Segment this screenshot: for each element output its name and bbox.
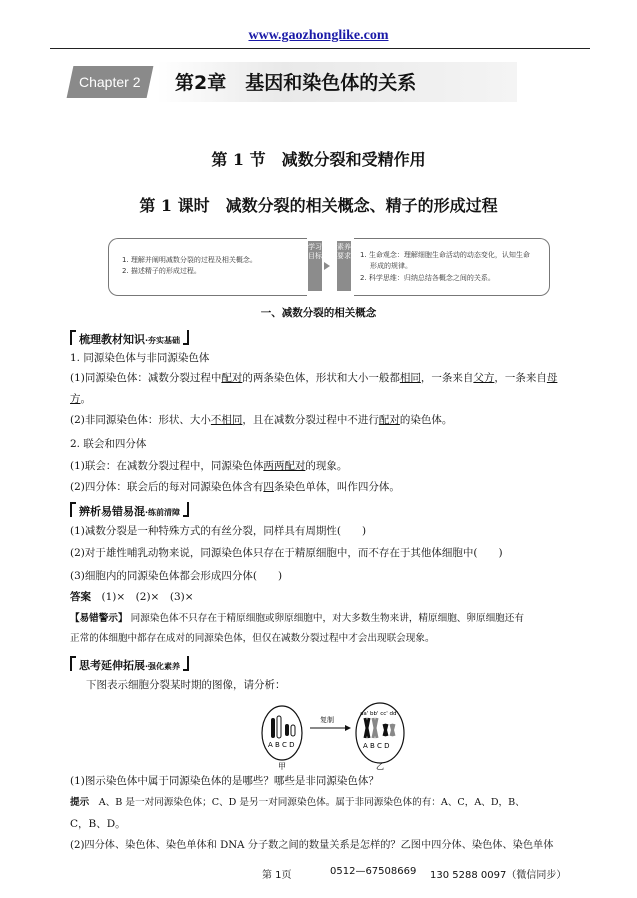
question-line: (1)减数分裂是一种特殊方式的有丝分裂，同样具有周期性( ) — [70, 525, 367, 537]
blank-answer: 不相同 — [210, 414, 243, 426]
subheading: 2. 联会和四分体 — [70, 438, 147, 450]
text-span: (2)非同源染色体：形状、大小 — [70, 414, 211, 426]
hint-text: A、B 是一对同源染色体；C、D 是另一对同源染色体。属于非同源染色体的有：A、C，A、D，B、 — [98, 797, 525, 808]
site-url-link[interactable]: www.gaozhonglike.com — [248, 28, 389, 43]
text-span: 。 — [80, 393, 91, 405]
text-span: (1)同源染色体：减数分裂过程中 — [70, 372, 222, 384]
judge-heading — [70, 502, 189, 519]
text-span: 的现象。 — [305, 460, 348, 472]
bracket-right-icon — [183, 330, 189, 345]
chapter-banner — [67, 62, 517, 102]
question-line: (1)图示染色体中属于同源染色体的是哪些？哪些是非同源染色体？ — [70, 775, 379, 787]
warning-line — [70, 612, 524, 626]
chromosome-icon — [271, 716, 295, 738]
footer-mobile: 130 5288 0097（微信同步） — [430, 870, 567, 881]
chapter-badge-label: Chapter 2 — [79, 74, 141, 90]
text-line — [70, 371, 557, 385]
text-span: (2)四分体：联会后的每对同源染色体含有 — [70, 481, 264, 493]
text-line — [70, 413, 452, 427]
fig-left-caption: 甲 — [278, 762, 286, 771]
bracket-left-icon — [70, 656, 76, 671]
chapter-badge — [67, 66, 154, 98]
chromosome-icon — [365, 718, 394, 738]
blank-answer: 父方 — [473, 372, 495, 384]
hint-line — [70, 796, 525, 810]
text-line — [70, 480, 400, 494]
fig-right-letters: A B C D — [363, 742, 390, 750]
goal-right-item: 2. 科学思维：归纳总结各概念之间的关系。 — [360, 274, 495, 282]
heading-tag: ·强化素养 — [145, 662, 181, 671]
lesson-title: 第 1 课时 减数分裂的相关概念、精子的形成过程 — [139, 196, 498, 215]
fig-right-caption: 乙 — [376, 762, 384, 771]
goal-right-item: 形成的规律。 — [370, 262, 412, 270]
heading-text: 梳理教材知识 — [79, 333, 145, 346]
text-span: ，一条来自 — [420, 372, 474, 384]
fig-top-letters: aa' bb' cc' dd' — [360, 711, 399, 717]
fig-arrow-label: 复制 — [320, 716, 334, 724]
part1-title: 一、减数分裂的相关概念 — [260, 307, 377, 319]
cell-division-figure — [260, 700, 410, 772]
heading-text: 辨析易错易混 — [79, 505, 145, 518]
header-divider — [50, 48, 590, 49]
question-line: (2)四分体、染色体、染色单体和 DNA 分子数之间的数量关系是怎样的？乙图中四分体、染色体、染色单体 — [70, 840, 554, 851]
warning-text: 同源染色体不只存在于精原细胞或卵原细胞中，对大多数生物来讲，精原细胞、卵原细胞还有 — [130, 613, 524, 624]
question-line: (3)细胞内的同源染色体都会形成四分体( ) — [70, 570, 283, 582]
intro-line: 下图表示细胞分裂某时期的图像，请分析： — [86, 679, 286, 691]
text-line — [70, 392, 91, 406]
bracket-left-icon — [70, 502, 76, 517]
text-span: 的染色体。 — [399, 414, 453, 426]
cell-jia-outline — [262, 706, 302, 760]
fig-left-letters: A B C D — [268, 741, 295, 749]
arrow-right-icon — [324, 262, 330, 270]
blank-answer: 四 — [263, 481, 274, 493]
arrow-right-icon — [345, 725, 351, 731]
heading-text: 思考延伸拓展 — [79, 659, 145, 672]
goal-left-item: 2. 描述精子的形成过程。 — [122, 267, 201, 275]
text-span: (1)联会：在减数分裂过程中，同源染色体 — [70, 460, 264, 472]
answer-label: 答案 — [70, 591, 91, 603]
text-line — [70, 459, 347, 473]
section-title: 第 1 节 减数分裂和受精作用 — [211, 150, 426, 169]
bracket-right-icon — [183, 502, 189, 517]
blank-answer: 配对 — [378, 414, 400, 426]
heading-tag: ·练前清障 — [145, 508, 181, 517]
text-span: 的两条染色体，形状和大小一般都 — [242, 372, 400, 384]
goal-right-item: 1. 生命观念：理解细胞生命活动的动态变化，认知生命 — [360, 251, 530, 259]
goals-left-label: 学习目标 — [308, 241, 322, 291]
text-span: 条染色单体，叫作四分体。 — [273, 481, 400, 493]
answer-line — [70, 590, 194, 604]
text-span: ，一条来自 — [494, 372, 547, 384]
goal-left-item: 1. 理解并阐明减数分裂的过程及相关概念。 — [122, 256, 257, 264]
warning-label: 【易错警示】 — [70, 613, 128, 624]
blank-answer: 相同 — [399, 372, 421, 384]
blank-answer: 两两配对 — [263, 460, 306, 472]
bracket-right-icon — [183, 656, 189, 671]
blank-answer: 方 — [70, 393, 81, 405]
subheading: 1. 同源染色体与非同源染色体 — [70, 352, 210, 364]
warning-line: 正常的体细胞中都存在成对的同源染色体，但仅在减数分裂过程中才会出现联会现象。 — [70, 633, 435, 644]
text-span: ，且在减数分裂过程中不进行 — [242, 414, 379, 426]
blank-answer: 配对 — [221, 372, 243, 384]
heading-tag: ·夯实基础 — [145, 336, 181, 345]
chapter-title: 第2章 基因和染色体的关系 — [175, 72, 417, 94]
footer-phone: 0512—67508669 — [330, 866, 417, 877]
answer-text: (1)× (2)× (3)× — [101, 591, 194, 603]
think-heading — [70, 656, 189, 673]
question-line: (2)对于雄性哺乳动物来说，同源染色体只存在于精原细胞中，而不存在于其他体细胞中( ) — [70, 547, 503, 559]
textbook-heading — [70, 330, 189, 347]
bracket-left-icon — [70, 330, 76, 345]
hint-label: 提示 — [70, 797, 90, 808]
hint-line: C，B、D。 — [70, 818, 126, 830]
learning-goals-box — [108, 238, 551, 296]
blank-answer: 母 — [546, 372, 558, 384]
footer-page: 第 1页 — [262, 870, 292, 881]
goals-right-label: 素养要求 — [337, 241, 351, 291]
